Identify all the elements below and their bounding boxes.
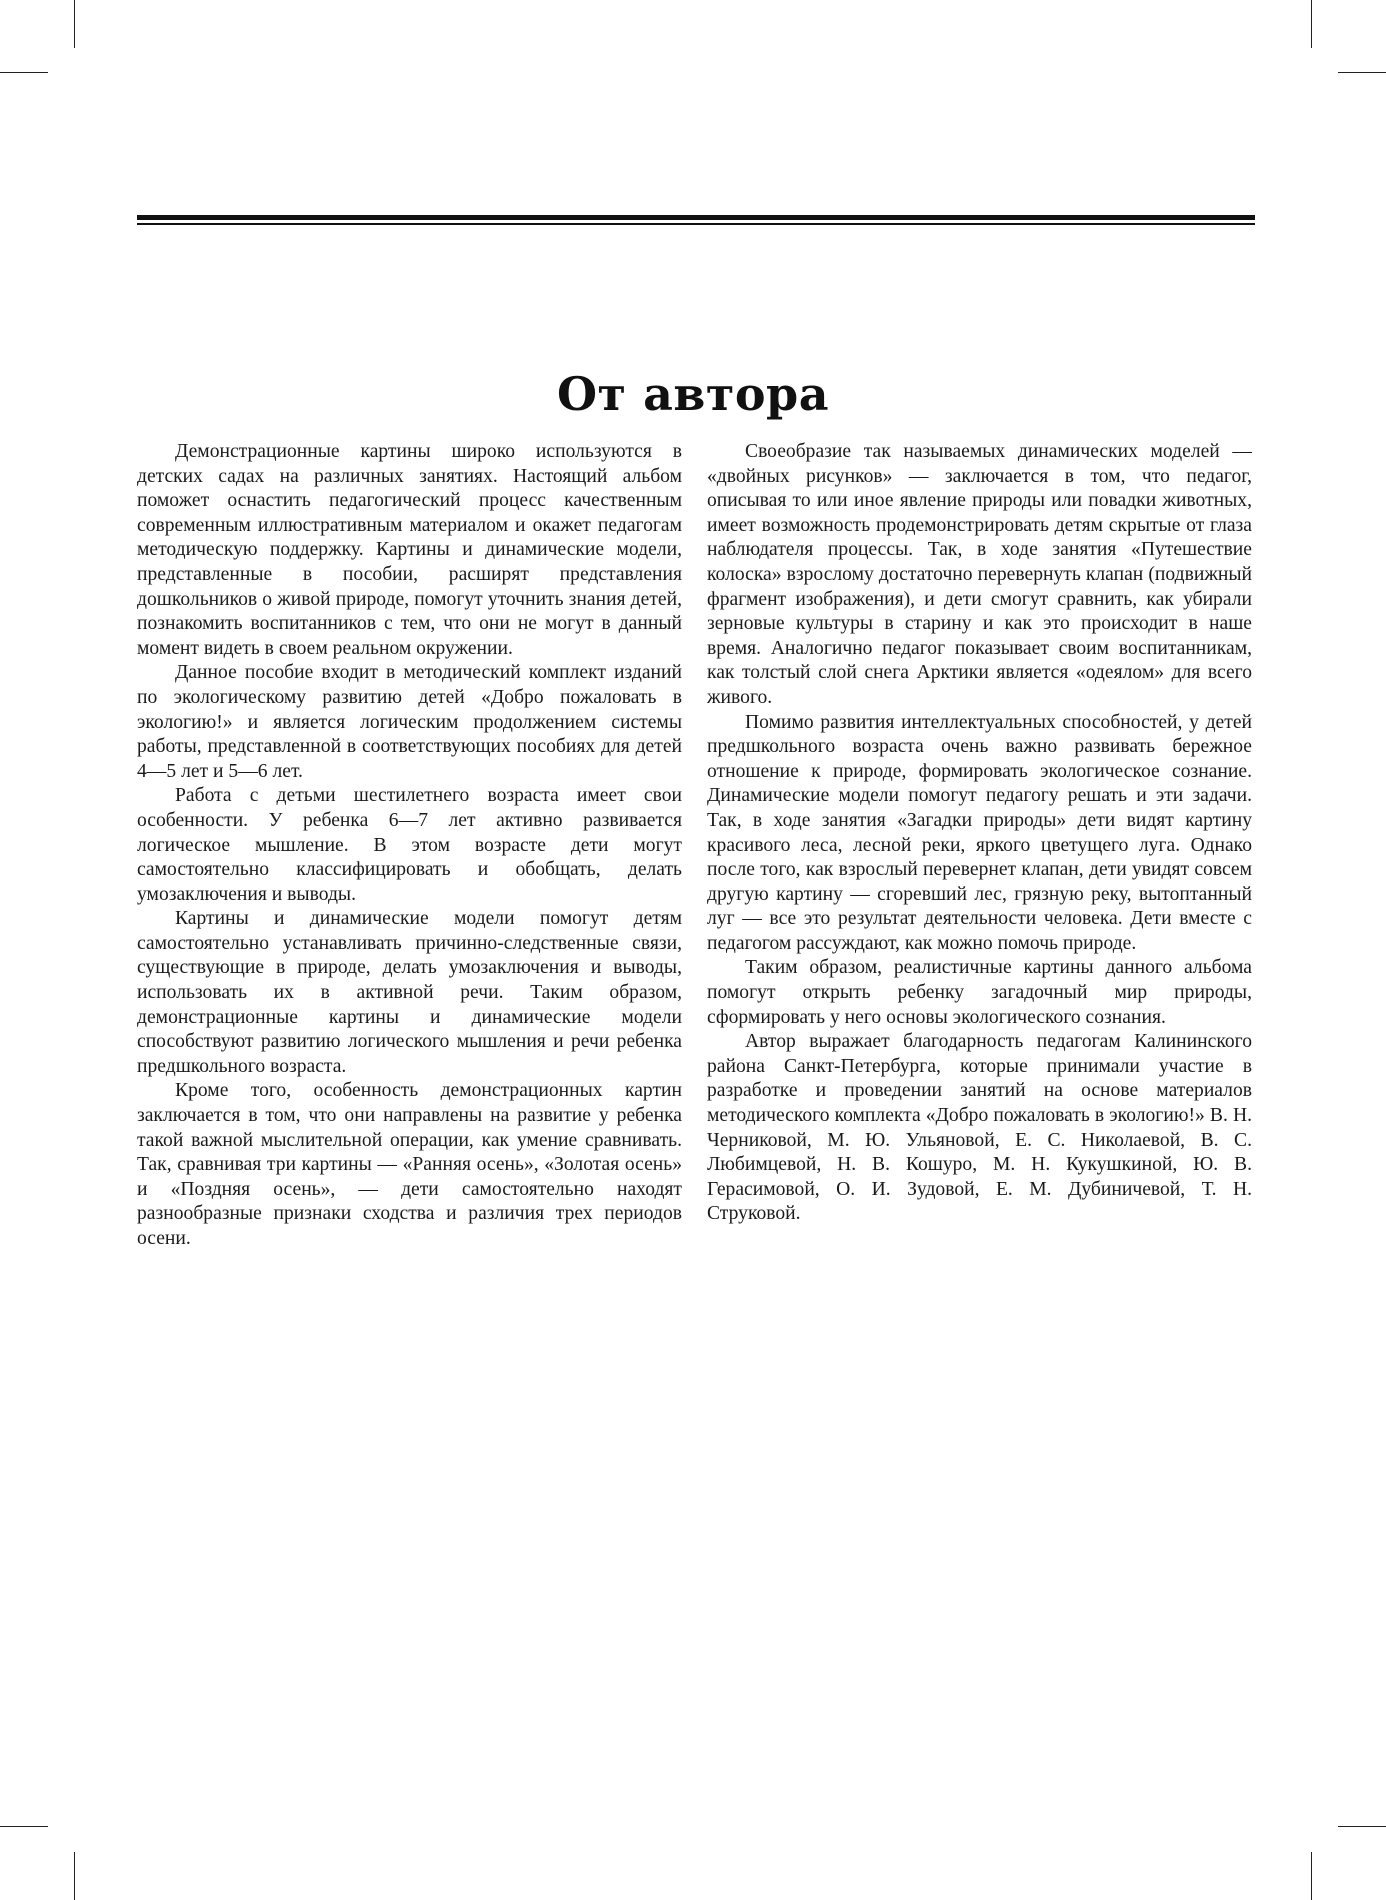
page-title: От автора xyxy=(556,367,829,421)
header-rule-thin xyxy=(137,223,1255,225)
crop-mark-top-left-horizontal xyxy=(0,72,48,73)
header-rule-thick xyxy=(137,215,1255,220)
crop-mark-bottom-right-horizontal xyxy=(1338,1826,1386,1827)
paragraph: Кроме того, особенность демонстрационных картин заключается в том, что они направлены на развитие у ребенка такой важной мыслительной операции, как умение сравнивать. Так, сравнивая три картины — «Ранняя осень», «Золотая осень» и «Поздняя осень», — дети самостоятельно находят разнообразные признаки сходства и различия трех периодов осени. xyxy=(137,1080,682,1249)
crop-mark-bottom-right-vertical xyxy=(1311,1852,1312,1900)
paragraph: Картины и динамические модели помогут детям самостоятельно устанавливать причинно-следственные связи, существующие в природе, делать умозаключения и выводы, использовать их в активной речи. Таким образом, демонстрационные картины и динамические модели способствуют развитию логического мышления и речи ребенка предшкольного возраста. xyxy=(137,908,682,1077)
crop-mark-top-right-horizontal xyxy=(1338,72,1386,73)
paragraph: Демонстрационные картины широко используются в детских садах на различных занятиях. Настоящий альбом поможет оснастить педагогический процесс качественным современным иллюстративным материалом и окажет педагогам методическую поддержку. Картины и динамические модели, представленные в пособии, расширят представления дошкольников о живой природе, помогут уточнить знания детей, познакомить воспитанников с тем, что они не могут в данный момент видеть в своем реальном окружении. xyxy=(137,441,682,659)
paragraph: Таким образом, реалистичные картины данного альбома помогут открыть ребенку загадочный мир природы, сформировать у него основы экологического сознания. xyxy=(707,957,1252,1028)
crop-mark-bottom-left-horizontal xyxy=(0,1826,48,1827)
paragraph: Помимо развития интеллектуальных способностей, у детей предшкольного возраста очень важно развивать бережное отношение к природе, формировать экологическое сознание. Динамические модели помогут педагогу решать и эти задачи. Так, в ходе занятия «Загадки природы» дети видят картину красивого леса, лесной реки, яркого цветущего луга. Однако после того, как взрослый перевернет клапан, дети увидят совсем другую картину — сгоревший лес, грязную реку, вытоптанный луг — все это результат деятельности человека. Дети вместе с педагогом рассуждают, как можно помочь природе. xyxy=(707,711,1252,954)
crop-mark-top-right-vertical xyxy=(1311,0,1312,48)
left-column xyxy=(137,440,682,1252)
paragraph: Данное пособие входит в методический комплект изданий по экологическому развитию детей «Добро пожаловать в экологию!» и является логическим продолжением системы работы, представленной в соответствующих пособиях для детей 4—5 лет и 5—6 лет. xyxy=(137,662,682,782)
crop-mark-bottom-left-vertical xyxy=(74,1852,75,1900)
right-column xyxy=(707,440,1252,1227)
paragraph: Работа с детьми шестилетнего возраста имеет свои особенности. У ребенка 6—7 лет активно развивается логическое мышление. В этом возрасте дети могут самостоятельно классифицировать и обобщать, делать умозаключения и выводы. xyxy=(137,785,682,905)
crop-mark-top-left-vertical xyxy=(74,0,75,48)
paragraph: Автор выражает благодарность педагогам Калининского района Санкт-Петербурга, которые принимали участие в разработке и проведении занятий на основе материалов методического комплекта «Добро пожаловать в экологию!» В. Н. Черниковой, М. Ю. Ульяновой, Е. С. Николаевой, В. С. Любимцевой, Н. В. Кошуро, М. Н. Кукушкиной, Ю. В. Герасимовой, О. И. Зудовой, Е. М. Дубиничевой, Т. Н. Струковой. xyxy=(707,1031,1252,1225)
paragraph: Своеобразие так называемых динамических моделей — «двойных рисунков» — заключается в том, что педагог, описывая то или иное явление природы или повадки животных, имеет возможность продемонстрировать детям скрытые от глаза наблюдателя процессы. Так, в ходе занятия «Путешествие колоска» взрослому достаточно перевернуть клапан (подвижный фрагмент изображения), и дети смогут сравнить, как убирали зерновые культуры в старину и как это происходит в наше время. Аналогично педагог показывает своим воспитанникам, как толстый слой снега Арктики является «одеялом» для всего живого. xyxy=(707,441,1252,708)
